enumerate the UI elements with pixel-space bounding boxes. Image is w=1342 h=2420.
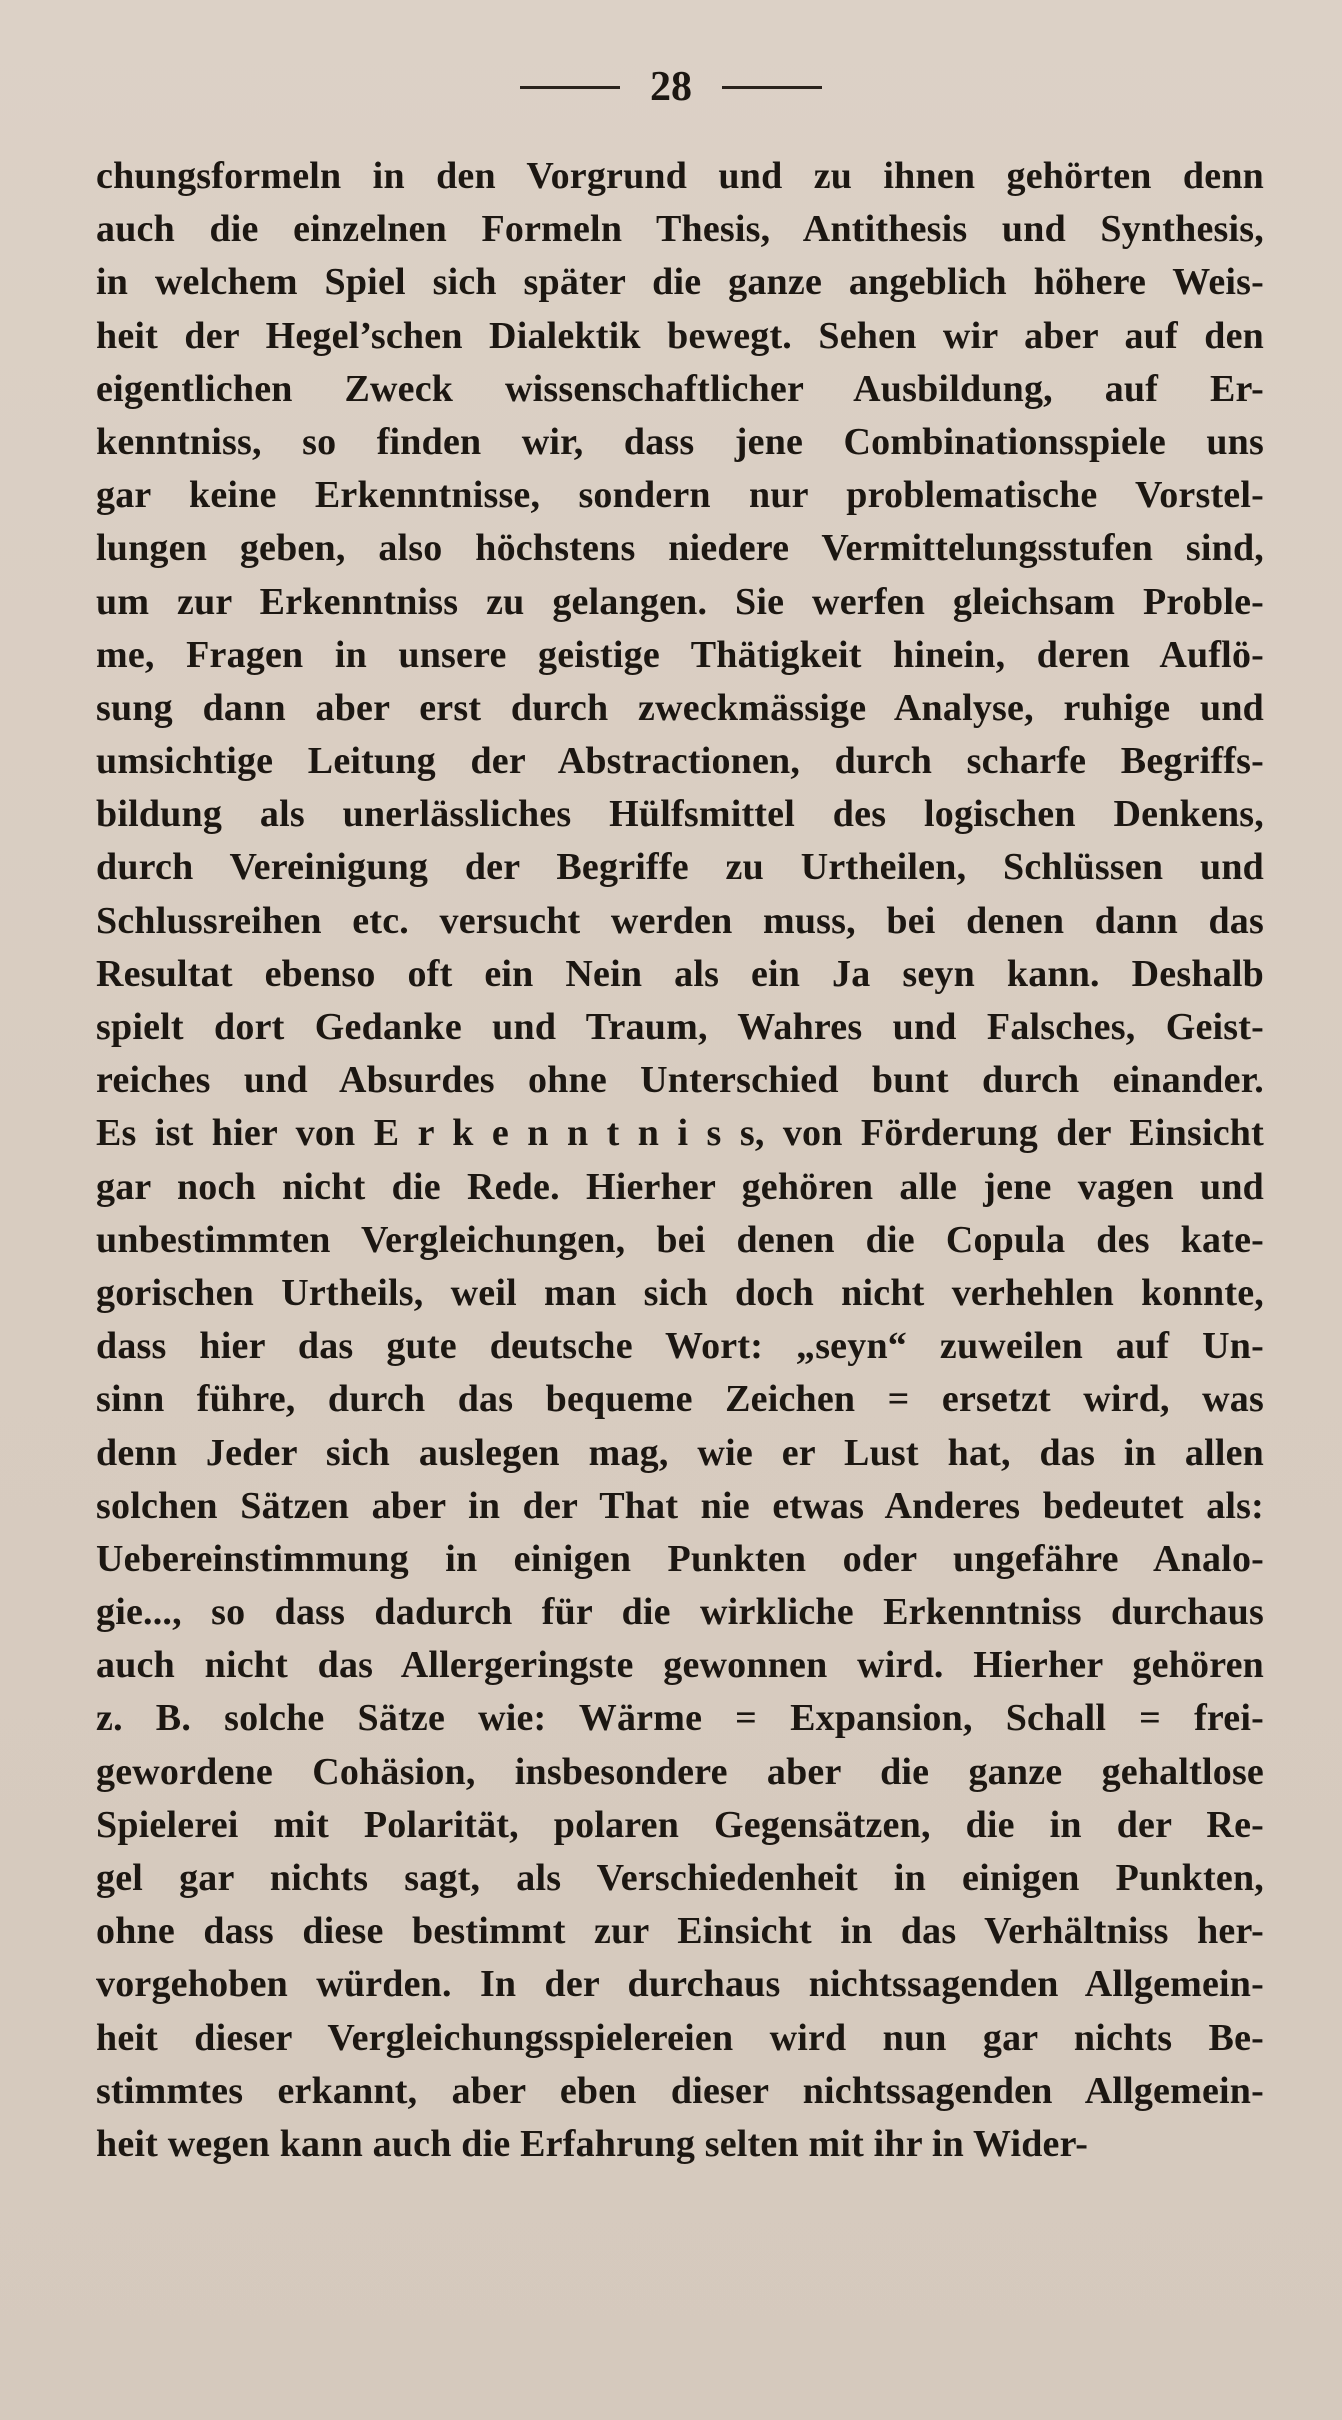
text-line: gar keine Erkenntnisse, sondern nur problematische Vorstel-: [96, 474, 1264, 517]
text-line: spielt dort Gedanke und Traum, Wahres und Falsches, Geist-: [96, 1006, 1264, 1048]
text-line: ohne dass diese bestimmt zur Einsicht in das Verhältniss her-: [96, 1910, 1264, 1953]
body-text: [96, 150, 1264, 2171]
text-line: me, Fragen in unsere geistige Thätigkeit hinein, deren Auflö-: [96, 633, 1264, 676]
text-line: vorgehoben würden. In der durchaus nichtssagenden Allgemein-: [96, 1963, 1264, 2006]
text-line: chungsformeln in den Vorgrund und zu ihnen gehörten denn: [96, 155, 1264, 197]
text-line: heit dieser Vergleichungsspielereien wird nun gar nichts Be-: [96, 2016, 1264, 2059]
page-header: [0, 62, 1342, 112]
text-line: durch Vereinigung der Begriffe zu Urtheilen, Schlüssen und: [96, 846, 1264, 889]
text-line: reiches und Absurdes ohne Unterschied bunt durch einander.: [96, 1059, 1264, 1102]
text-line: denn Jeder sich auslegen mag, wie er Lust hat, das in allen: [96, 1431, 1264, 1474]
text-line: gewordene Cohäsion, insbesondere aber die ganze gehaltlose: [96, 1750, 1264, 1793]
text-line: sinn führe, durch das bequeme Zeichen = ersetzt wird, was: [96, 1378, 1264, 1421]
text-line: gie..., so dass dadurch für die wirkliche Erkenntniss durchaus: [96, 1591, 1264, 1634]
text-line: Resultat ebenso oft ein Nein als ein Ja seyn kann. Deshalb: [96, 952, 1264, 995]
text-line: um zur Erkenntniss zu gelangen. Sie werfen gleichsam Proble-: [96, 580, 1264, 623]
text-line: gel gar nichts sagt, als Verschiedenheit in einigen Punkten,: [96, 1857, 1264, 1899]
text-line: sung dann aber erst durch zweckmässige Analyse, ruhige und: [96, 686, 1264, 729]
text-line: unbestimmten Vergleichungen, bei denen die Copula des kate-: [96, 1218, 1264, 1261]
header-rule-right: [722, 86, 822, 89]
text-line: dass hier das gute deutsche Wort: „seyn“ zuweilen auf Un-: [96, 1325, 1264, 1368]
text-line: heit wegen kann auch die Erfahrung selten mit ihr in Wider-: [96, 2122, 1089, 2165]
text-line: auch nicht das Allergeringste gewonnen wird. Hierher gehören: [96, 1644, 1264, 1687]
text-line: solchen Sätzen aber in der That nie etwas Anderes bedeutet als:: [96, 1484, 1264, 1527]
page-number: 28: [650, 64, 692, 110]
text-line: auch die einzelnen Formeln Thesis, Antithesis und Synthesis,: [96, 208, 1264, 251]
text-line: stimmtes erkannt, aber eben dieser nichtssagenden Allgemein-: [96, 2069, 1264, 2112]
text-line: Es ist hier von E r k e n n t n i s s, von Förderung der Einsicht: [96, 1112, 1264, 1155]
text-line: eigentlichen Zweck wissenschaftlicher Ausbildung, auf Er-: [96, 367, 1264, 410]
header-rule-left: [520, 86, 620, 89]
text-line: Uebereinstimmung in einigen Punkten oder ungefähre Analo-: [96, 1537, 1264, 1580]
text-line: umsichtige Leitung der Abstractionen, durch scharfe Begriffs-: [96, 740, 1264, 783]
text-line: Spielerei mit Polarität, polaren Gegensätzen, die in der Re-: [96, 1803, 1264, 1846]
text-line: Schlussreihen etc. versucht werden muss, bei denen dann das: [96, 899, 1264, 942]
text-line: z. B. solche Sätze wie: Wärme = Expansion, Schall = frei-: [96, 1697, 1264, 1740]
text-line: gorischen Urtheils, weil man sich doch nicht verhehlen konnte,: [96, 1271, 1264, 1314]
text-line: lungen geben, also höchstens niedere Vermittelungsstufen sind,: [96, 527, 1264, 570]
text-line: bildung als unerlässliches Hülfsmittel des logischen Denkens,: [96, 793, 1264, 836]
text-line: in welchem Spiel sich später die ganze angeblich höhere Weis-: [96, 261, 1264, 304]
text-line: heit der Hegel’schen Dialektik bewegt. Sehen wir aber auf den: [96, 314, 1264, 357]
text-line: gar noch nicht die Rede. Hierher gehören alle jene vagen und: [96, 1165, 1264, 1208]
text-line: kenntniss, so finden wir, dass jene Combinationsspiele uns: [96, 420, 1264, 463]
